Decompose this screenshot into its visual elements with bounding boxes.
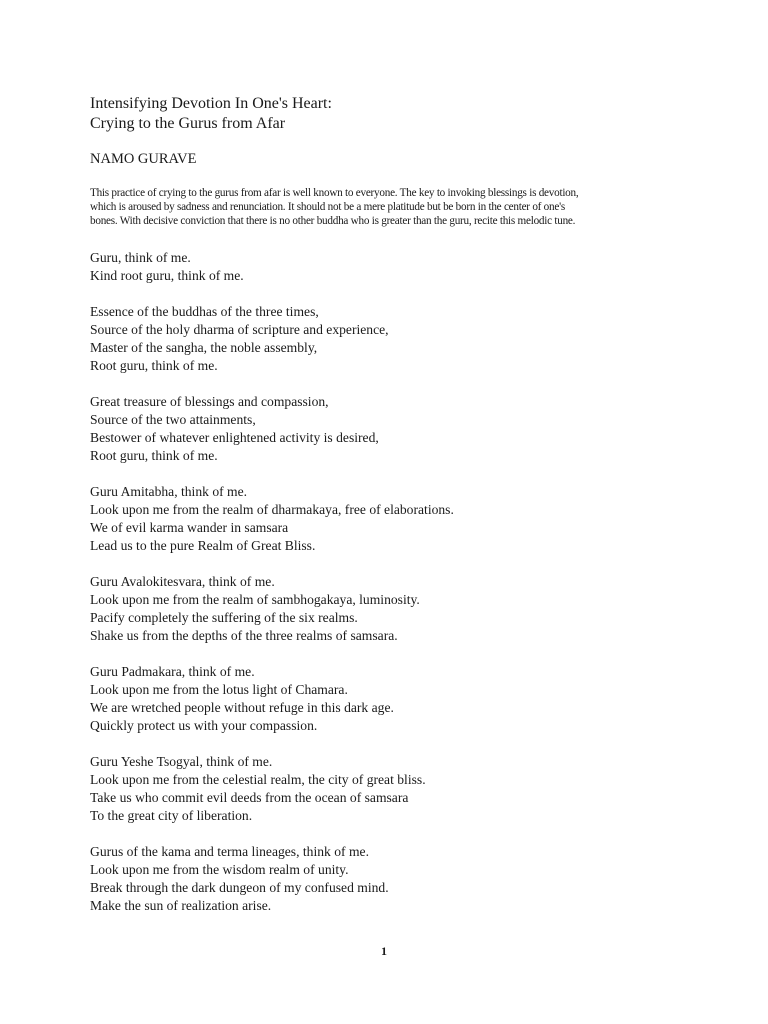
intro-line: This practice of crying to the gurus from afar is well known to everyone. The key to invoking blessings is devotion, [90,187,579,199]
verse-line: Guru Avalokitesvara, think of me. [90,574,275,589]
title-line-2: Crying to the Gurus from Afar [90,115,286,132]
stanza [90,249,710,285]
verse-line: Great treasure of blessings and compassion, [90,394,329,409]
stanza [90,303,710,375]
page-number: 1 [381,944,387,958]
verse-section [90,249,710,933]
stanza [90,753,710,825]
verse-line: Guru Padmakara, think of me. [90,664,255,679]
verse-line: Take us who commit evil deeds from the ocean of samsara [90,790,409,805]
intro-paragraph [90,186,705,228]
title-line-1: Intensifying Devotion In One's Heart: [90,95,332,112]
verse-line: Look upon me from the wisdom realm of unity. [90,862,349,877]
intro-line: which is aroused by sadness and renunciation. It should not be a mere platitude but be born in the center of one's [90,201,565,213]
verse-line: Guru Amitabha, think of me. [90,484,248,499]
verse-line: Break through the dark dungeon of my confused mind. [90,880,389,895]
verse-line: Master of the sangha, the noble assembly, [90,340,318,355]
stanza [90,663,710,735]
document-title [90,94,332,134]
stanza [90,573,710,645]
stanza [90,483,710,555]
verse-line: Source of the holy dharma of scripture and experience, [90,322,389,337]
verse-line: Shake us from the depths of the three realms of samsara. [90,628,398,643]
intro-line: bones. With decisive conviction that there is no other buddha who is greater than the guru, recite this melodic tune. [90,215,576,227]
verse-line: Essence of the buddhas of the three times, [90,304,319,319]
stanza [90,843,710,915]
stanza [90,393,710,465]
verse-line: Lead us to the pure Realm of Great Bliss. [90,538,316,553]
verse-line: Guru Yeshe Tsogyal, think of me. [90,754,273,769]
verse-line: Kind root guru, think of me. [90,268,244,283]
verse-line: Gurus of the kama and terma lineages, think of me. [90,844,369,859]
verse-line: Look upon me from the lotus light of Chamara. [90,682,348,697]
verse-line: Root guru, think of me. [90,358,218,373]
verse-line: Bestower of whatever enlightened activity is desired, [90,430,379,445]
verse-line: Root guru, think of me. [90,448,218,463]
verse-line: Look upon me from the celestial realm, the city of great bliss. [90,772,426,787]
verse-line: To the great city of liberation. [90,808,253,823]
verse-line: Look upon me from the realm of dharmakaya, free of elaborations. [90,502,454,517]
verse-line: Source of the two attainments, [90,412,256,427]
verse-line: Make the sun of realization arise. [90,898,272,913]
verse-line: Pacify completely the suffering of the six realms. [90,610,358,625]
verse-line: Guru, think of me. [90,250,191,265]
namo-heading: NAMO GURAVE [90,151,197,167]
verse-line: Look upon me from the realm of sambhogakaya, luminosity. [90,592,420,607]
verse-line: Quickly protect us with your compassion. [90,718,318,733]
verse-line: We of evil karma wander in samsara [90,520,289,535]
verse-line: We are wretched people without refuge in this dark age. [90,700,394,715]
